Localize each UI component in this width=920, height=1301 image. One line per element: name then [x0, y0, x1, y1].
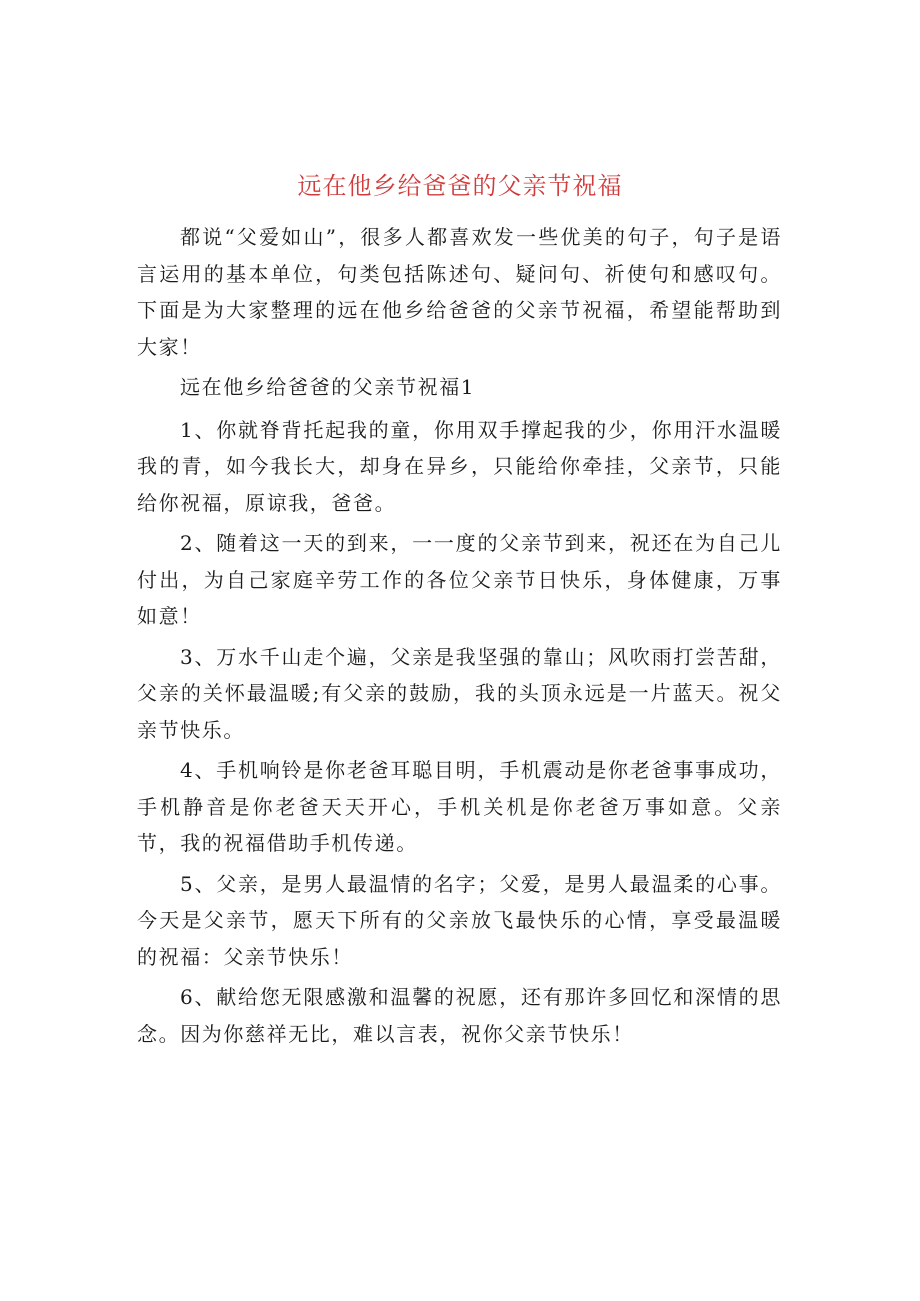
blessing-item-3: 3、万水千山走个遍，父亲是我坚强的靠山；风吹雨打尝苦甜，父亲的关怀最温暖;有父亲的鼓励，我的头顶永远是一片蓝天。祝父亲节快乐。	[137, 644, 782, 742]
document-body	[137, 219, 782, 1056]
section-heading: 远在他乡给爸爸的父亲节祝福1	[180, 375, 476, 399]
blessing-item-5: 5、父亲，是男人最温情的名字；父爱，是男人最温柔的心事。今天是父亲节，愿天下所有的父亲放飞最快乐的心情，享受最温暖的祝福：父亲节快乐！	[137, 871, 782, 969]
document-title: 远在他乡给爸爸的父亲节祝福	[297, 172, 623, 200]
blessing-item-4: 4、手机响铃是你老爸耳聪目明，手机震动是你老爸事事成功，手机静音是你老爸天天开心，手机关机是你老爸万事如意。父亲节，我的祝福借助手机传递。	[137, 758, 782, 855]
blessing-item-2: 2、随着这一天的到来，一一度的父亲节到来，祝还在为自己儿付出，为自己家庭辛劳工作的各位父亲节日快乐，身体健康，万事如意！	[137, 531, 782, 628]
intro-paragraph: 都说“父爱如山”，很多人都喜欢发一些优美的句子，句子是语言运用的基本单位，句类包括陈述句、疑问句、祈使句和感叹句。下面是为大家整理的远在他乡给爸爸的父亲节祝福，希望能帮助到大家！	[137, 225, 782, 359]
blessing-item-1: 1、你就脊背托起我的童，你用双手撑起我的少，你用汗水温暖我的青，如今我长大，却身在异乡，只能给你牵挂，父亲节，只能给你祝福，原谅我，爸爸。	[137, 417, 782, 515]
blessing-item-6: 6、献给您无限感激和温馨的祝愿，还有那许多回忆和深情的思念。因为你慈祥无比，难以言表，祝你父亲节快乐！	[137, 985, 782, 1046]
